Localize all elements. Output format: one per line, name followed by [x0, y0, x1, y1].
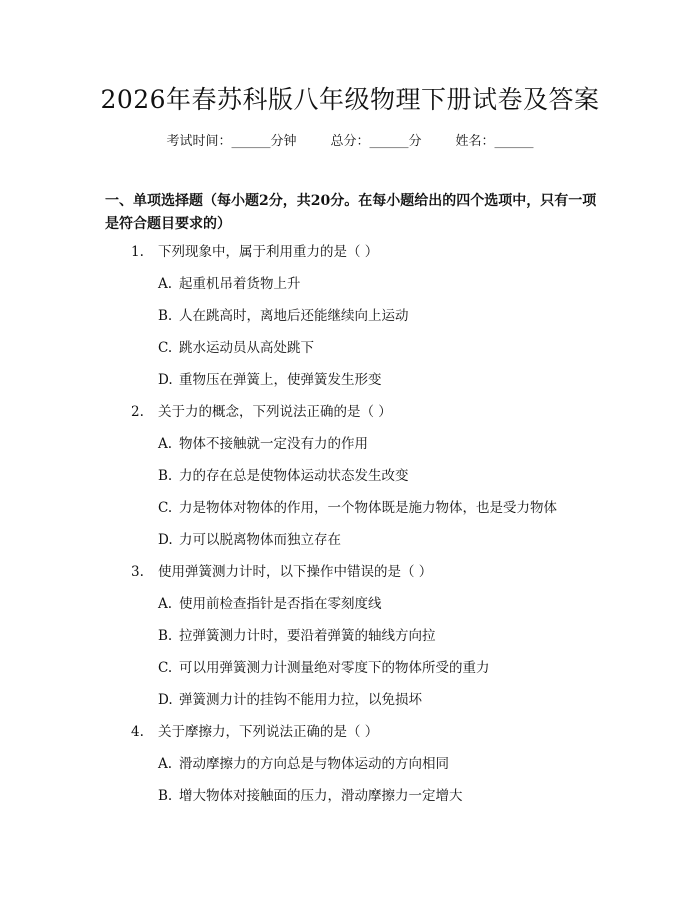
option-letter: A.	[158, 596, 173, 612]
option-item	[0, 275, 700, 307]
option-letter: D.	[158, 532, 173, 548]
question-number: 3.	[131, 564, 144, 580]
option-text: 拉弹簧测力计时，要沿着弹簧的轴线方向拉	[179, 628, 436, 644]
option-letter: C.	[158, 660, 173, 676]
option-letter: C.	[158, 500, 173, 516]
exam-meta	[0, 133, 700, 151]
question-stem	[0, 723, 700, 755]
option-text: 物体不接触就一定没有力的作用	[179, 436, 368, 452]
question-text: 使用弹簧测力计时，以下操作中错误的是（ ）	[158, 564, 433, 580]
question-text: 关于摩擦力，下列说法正确的是（ ）	[158, 724, 379, 740]
option-item	[0, 691, 700, 723]
question-number: 2.	[131, 404, 144, 420]
question-stem	[0, 243, 700, 275]
option-letter: D.	[158, 372, 173, 388]
question-number: 1.	[131, 244, 144, 260]
question-3	[0, 563, 700, 723]
option-letter: A.	[158, 756, 173, 772]
option-letter: B.	[158, 308, 173, 324]
exam-score: 总分：______分	[330, 134, 422, 149]
option-item	[0, 755, 700, 787]
option-text: 跳水运动员从高处跳下	[179, 340, 314, 356]
option-text: 增大物体对接触面的压力，滑动摩擦力一定增大	[179, 788, 463, 804]
question-number: 4.	[131, 724, 144, 740]
section-heading: 一、单项选择题（每小题2分，共20分。在每小题给出的四个选项中，只有一项是符合题目要求的）	[105, 193, 597, 232]
option-text: 使用前检查指针是否指在零刻度线	[179, 596, 382, 612]
option-text: 人在跳高时，离地后还能继续向上运动	[179, 308, 409, 324]
option-text: 力的存在总是使物体运动状态发生改变	[179, 468, 409, 484]
option-text: 起重机吊着货物上升	[179, 276, 301, 292]
option-item	[0, 595, 700, 627]
option-item	[0, 435, 700, 467]
exam-name: 姓名：______	[455, 134, 534, 149]
option-letter: B.	[158, 628, 173, 644]
option-text: 重物压在弹簧上，使弹簧发生形变	[179, 372, 382, 388]
option-text: 力是物体对物体的作用，一个物体既是施力物体，也是受力物体	[179, 500, 557, 516]
question-4	[0, 723, 700, 819]
option-item	[0, 371, 700, 403]
option-item	[0, 659, 700, 691]
option-item	[0, 627, 700, 659]
question-list	[0, 243, 700, 819]
option-text: 滑动摩擦力的方向总是与物体运动的方向相同	[179, 756, 449, 772]
option-item	[0, 467, 700, 499]
question-2	[0, 403, 700, 563]
option-item	[0, 499, 700, 531]
option-item	[0, 339, 700, 371]
option-item	[0, 307, 700, 339]
option-letter: C.	[158, 340, 173, 356]
question-stem	[0, 403, 700, 435]
question-1	[0, 243, 700, 403]
option-letter: B.	[158, 468, 173, 484]
option-text: 可以用弹簧测力计测量绝对零度下的物体所受的重力	[179, 660, 490, 676]
option-letter: B.	[158, 788, 173, 804]
option-letter: A.	[158, 276, 173, 292]
exam-time: 考试时间：______分钟	[166, 134, 297, 149]
page-title: 2026年春苏科版八年级物理下册试卷及答案	[100, 85, 600, 114]
question-text: 下列现象中，属于利用重力的是（ ）	[158, 244, 379, 260]
question-text: 关于力的概念，下列说法正确的是（ ）	[158, 404, 392, 420]
option-letter: A.	[158, 436, 173, 452]
option-item	[0, 531, 700, 563]
option-letter: D.	[158, 692, 173, 708]
question-stem	[0, 563, 700, 595]
option-text: 力可以脱离物体而独立存在	[179, 532, 341, 548]
option-text: 弹簧测力计的挂钩不能用力拉，以免损坏	[179, 692, 422, 708]
option-item	[0, 787, 700, 819]
